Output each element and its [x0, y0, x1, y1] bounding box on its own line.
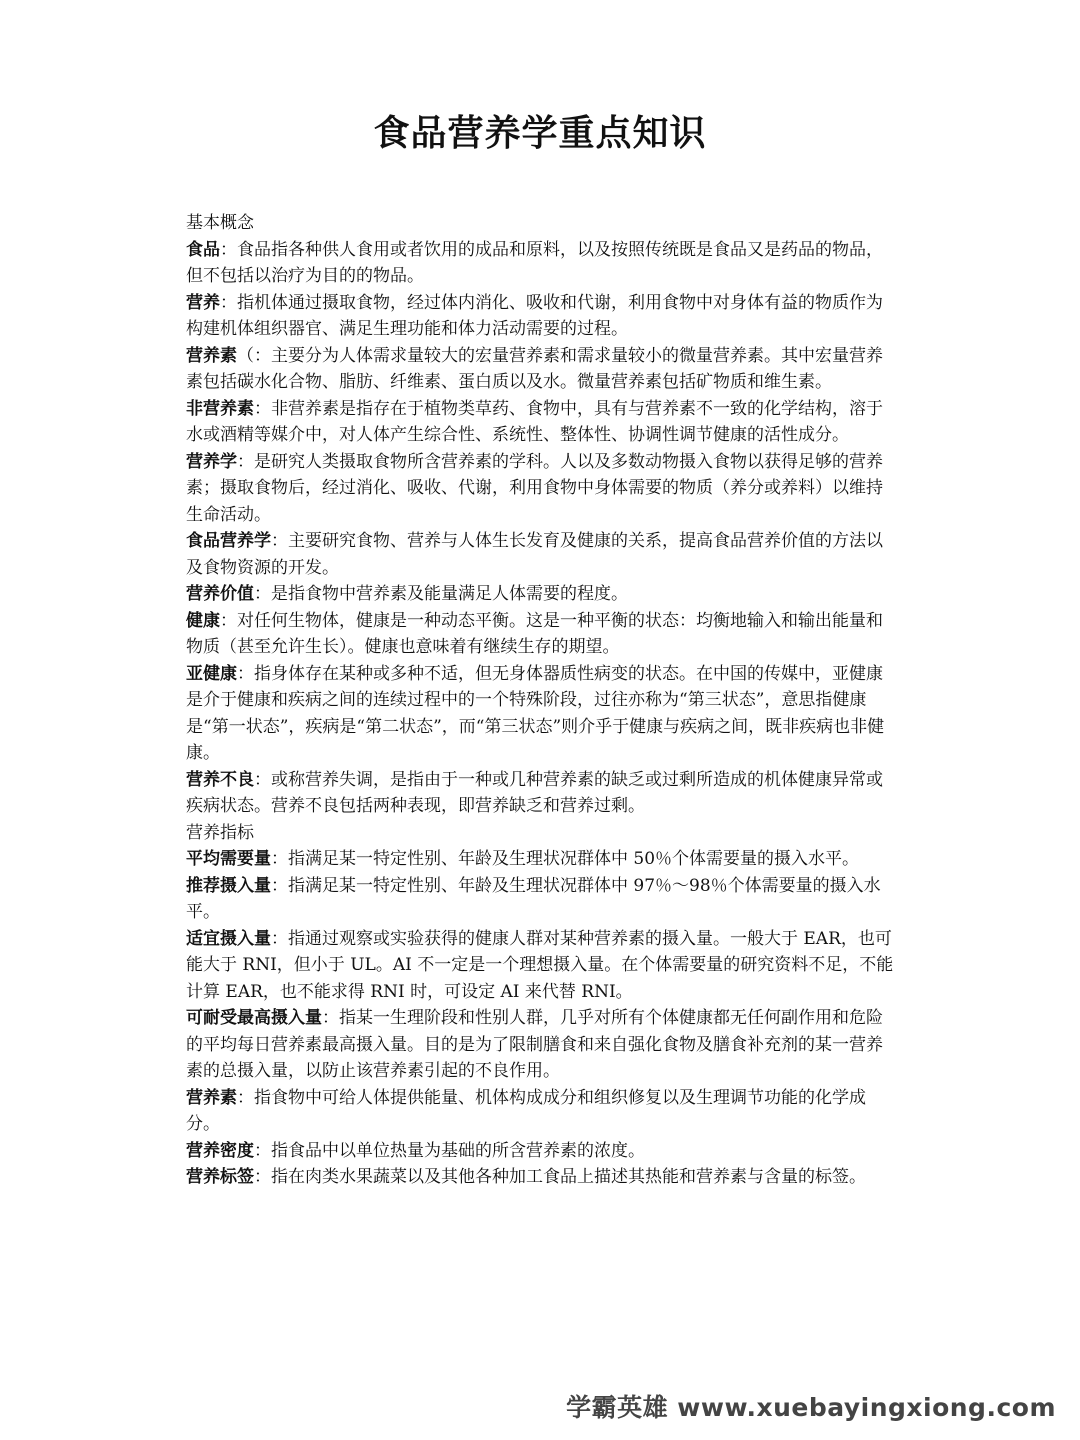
- definition-separator: ：: [271, 849, 288, 869]
- definition-entry: [186, 581, 896, 608]
- definition-text: 指某一生理阶段和性别人群，几乎对所有个体健康都无任何副作用和危险的平均每日营养素最高摄入量。目的是为了限制膳食和来自强化食物及膳食补充剂的某一营养素的总摄入量，以防止该营养素引起的不良作用。: [186, 1008, 883, 1081]
- section-heading: 基本概念: [186, 213, 254, 233]
- definition-term: 营养价值: [186, 584, 254, 604]
- definition-entry: [186, 608, 896, 661]
- definition-separator: ：: [254, 398, 271, 419]
- definition-entry: [186, 290, 896, 343]
- definition-term: 适宜摄入量: [186, 928, 271, 949]
- definition-term: 非营养素: [186, 398, 254, 419]
- definition-term: 营养标签: [186, 1167, 254, 1187]
- definition-separator: ：: [220, 239, 237, 260]
- definition-entry: [186, 1164, 896, 1191]
- definition-text: 食品指各种供人食用或者饮用的成品和原料，以及按照传统既是食品又是药品的物品，但不包括以治疗为目的的物品。: [186, 239, 883, 286]
- definition-separator: ：: [254, 584, 271, 604]
- definition-separator: ：: [254, 1140, 271, 1161]
- definition-text: 或称营养失调，是指由于一种或几种营养素的缺乏或过剩所造成的机体健康异常或疾病状态。营养不良包括两种表现，即营养缺乏和营养过剩。: [186, 769, 883, 816]
- definition-term: 食品: [186, 239, 220, 260]
- definition-separator: ：: [220, 610, 237, 631]
- definition-text: 指通过观察或实验获得的健康人群对某种营养素的摄入量。一般大于 EAR，也可能大于 RNI，但小于 UL。AI 不一定是一个理想摄入量。在个体需要量的研究资料不足，不能计算 EAR，也不能求得 RNI 时，可设定 AI 来代替 RNI。: [186, 928, 894, 1002]
- definition-separator: ：: [237, 663, 254, 684]
- definition-separator: ：: [271, 531, 288, 551]
- definition-separator: ：: [322, 1008, 339, 1028]
- definition-separator: ：: [254, 769, 271, 790]
- definition-entry: [186, 237, 896, 290]
- definition-separator: ：: [271, 928, 288, 949]
- definition-term: 营养素: [186, 345, 237, 366]
- definition-text: 对任何生物体，健康是一种动态平衡。这是一种平衡的状态：均衡地输入和输出能量和物质（甚至允许生长）。健康也意味着有继续生存的期望。: [186, 610, 883, 657]
- definition-entry: [186, 661, 896, 767]
- definition-text: 指满足某一特定性别、年龄及生理状况群体中 50％个体需要量的摄入水平。: [288, 849, 860, 869]
- definition-entry: [186, 767, 896, 820]
- definition-text: 是指食物中营养素及能量满足人体需要的程度。: [271, 584, 628, 604]
- section-heading: 营养指标: [186, 822, 254, 843]
- definition-entry: [186, 528, 896, 581]
- definition-separator: ：: [220, 292, 237, 313]
- definition-term: 营养密度: [186, 1140, 254, 1161]
- definition-entry: [186, 343, 896, 396]
- definition-text: 指食物中可给人体提供能量、机体构成成分和组织修复以及生理调节功能的化学成分。: [186, 1087, 866, 1134]
- definition-entry: [186, 1005, 896, 1085]
- definition-text: 主要分为人体需求量较大的宏量营养素和需求量较小的微量营养素。其中宏量营养素包括碳水化合物、脂肪、纤维素、蛋白质以及水。微量营养素包括矿物质和维生素。: [186, 345, 883, 392]
- definition-text: 非营养素是指存在于植物类草药、食物中，具有与营养素不一致的化学结构，溶于水或酒精等媒介中，对人体产生综合性、系统性、整体性、协调性调节健康的活性成分。: [186, 398, 883, 445]
- definition-separator: ：: [271, 875, 288, 896]
- definition-entry: [186, 926, 896, 1006]
- definition-entry: [186, 873, 896, 926]
- site-watermark: 学霸英雄 www.xuebayingxiong.com: [566, 1393, 1056, 1422]
- definition-separator: ：: [237, 451, 254, 472]
- definition-separator: ：: [237, 1087, 254, 1108]
- definition-term: 亚健康: [186, 663, 237, 684]
- definition-term: 可耐受最高摄入量: [186, 1008, 322, 1028]
- definition-text: 指食品中以单位热量为基础的所含营养素的浓度。: [271, 1140, 645, 1161]
- definition-entry: [186, 1138, 896, 1165]
- definition-text: 指机体通过摄取食物，经过体内消化、吸收和代谢，利用食物中对身体有益的物质作为构建机体组织器官、满足生理功能和体力活动需要的过程。: [186, 292, 883, 339]
- definition-entry: [186, 1085, 896, 1138]
- definition-term: 营养: [186, 292, 220, 313]
- definition-term: 营养不良: [186, 769, 254, 790]
- definition-separator: （：: [237, 345, 271, 366]
- definition-entry: [186, 396, 896, 449]
- definition-term: 平均需要量: [186, 849, 271, 869]
- definition-text: 指满足某一特定性别、年龄及生理状况群体中 97％～98％个体需要量的摄入水平。: [186, 875, 881, 922]
- definition-entry: [186, 846, 896, 873]
- definition-term: 推荐摄入量: [186, 875, 271, 896]
- definition-term: 营养学: [186, 451, 237, 472]
- definition-text: 主要研究食物、营养与人体生长发育及健康的关系，提高食品营养价值的方法以及食物资源的开发。: [186, 531, 883, 578]
- definition-term: 食品营养学: [186, 531, 271, 551]
- definition-term: 营养素: [186, 1087, 237, 1108]
- definition-entry: [186, 449, 896, 529]
- definition-text: 指在肉类水果蔬菜以及其他各种加工食品上描述其热能和营养素与含量的标签。: [271, 1167, 866, 1187]
- page-title: 食品营养学重点知识: [373, 113, 707, 154]
- definition-term: 健康: [186, 610, 220, 631]
- definition-separator: ：: [254, 1167, 271, 1187]
- definition-text: 是研究人类摄取食物所含营养素的学科。人以及多数动物摄入食物以获得足够的营养素；摄取食物后，经过消化、吸收、代谢，利用食物中身体需要的物质（养分或养料）以维持生命活动。: [186, 451, 883, 525]
- document-body: [186, 210, 896, 1191]
- definition-text: 指身体存在某种或多种不适，但无身体器质性病变的状态。在中国的传媒中，亚健康是介于健康和疾病之间的连续过程中的一个特殊阶段，过往亦称为“第三状态”，意思指健康是“第一状态”，疾病是“第二状态”，而“第三状态”则介乎于健康与疾病之间，既非疾病也非健康。: [186, 663, 885, 763]
